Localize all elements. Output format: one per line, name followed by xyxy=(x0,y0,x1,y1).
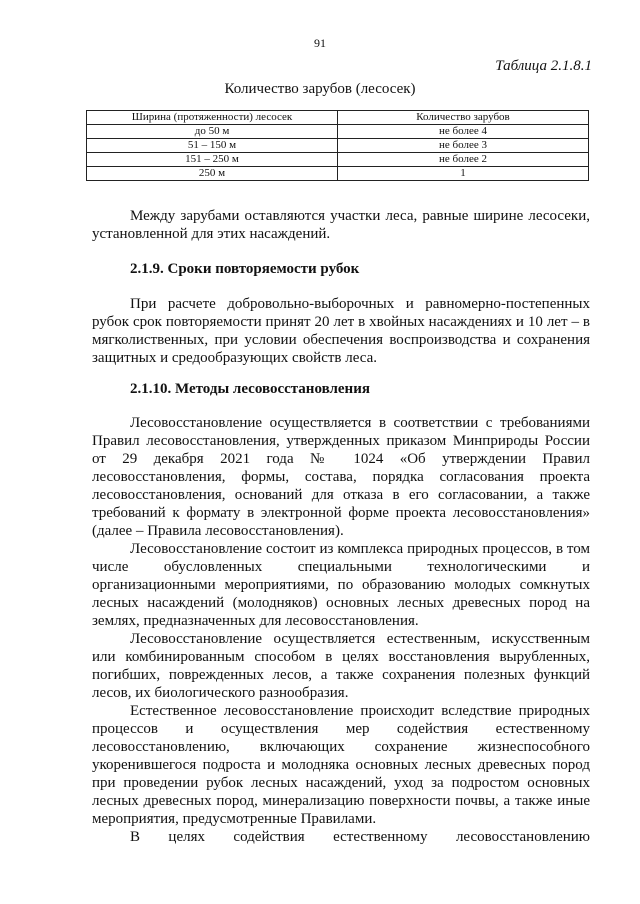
section-heading-2-1-9: 2.1.9. Сроки повторяемости рубок xyxy=(130,261,360,277)
section-2-1-10-heading-wrap xyxy=(92,380,590,398)
paragraph: Между зарубами оставляются участки леса, равные ширине лесосеки, установленной для этих насаждений. xyxy=(92,208,590,242)
table-row xyxy=(87,139,589,153)
table-label: Таблица 2.1.8.1 xyxy=(495,58,592,74)
table-cell: 51 – 150 м xyxy=(87,139,338,153)
table-header-cell: Количество зарубов xyxy=(338,111,589,125)
paragraph: При расчете добровольно-выборочных и равномерно-постепенных рубок срок повторяемости принят 20 лет в хвойных насаждениях и 10 лет – в мягколиственных, при условии обеспечения воспроизводства и сохранения защитных и средообразующих свойств леса. xyxy=(92,296,590,366)
table-row xyxy=(87,153,589,167)
table-cell: 250 м xyxy=(87,167,338,181)
table-row xyxy=(87,125,589,139)
table-header-cell: Ширина (протяженности) лесосек xyxy=(87,111,338,125)
table-row xyxy=(87,167,589,181)
page-number: 91 xyxy=(314,36,326,50)
table-cell: 1 xyxy=(338,167,589,181)
paragraph: Лесовосстановление состоит из комплекса природных процессов, в том числе обусловленных специальными технологическими и организационными мероприятиями, по образованию молодых сомкнутых лесных насаждений (молодняков) основных лесных древесных пород на землях, предназначенных для лесовосстановления. xyxy=(92,541,590,629)
table-cell: 151 – 250 м xyxy=(87,153,338,167)
table-cell: до 50 м xyxy=(87,125,338,139)
paragraph-between-cuts xyxy=(92,207,590,243)
section-heading-2-1-10: 2.1.10. Методы лесовосстановления xyxy=(130,381,370,397)
table-cell: не более 4 xyxy=(338,125,589,139)
paragraph: Естественное лесовосстановление происходит вследствие природных процессов и осуществления мер содействия естественному лесовосстановлению, включающих сохранение жизнеспособного укоренившегося подроста и молодняка основных лесных древесных пород при проведении рубок лесных насаждений, уход за подростом основных лесных древесных пород, минерализацию поверхности почвы, а также иные мероприятия, предусмотренные Правилами. xyxy=(92,703,590,827)
cuts-table xyxy=(86,110,589,181)
table-cell: не более 3 xyxy=(338,139,589,153)
paragraph: Лесовосстановление осуществляется в соответствии с требованиями Правил лесовосстановления, утвержденных приказом Минприроды России от 29 декабря 2021 года № 1024 «Об утверждении Правил лесовосстановления, формы, состава, порядка согласования проекта лесовосстановления, оснований для отказа в его согласовании, а также требований к формату в электронной форме проекта лесовосстановления» (далее – Правила лесовосстановления). xyxy=(92,415,590,539)
paragraph: В целях содействия естественному лесовосстановлению xyxy=(130,829,590,845)
section-2-1-9-heading-wrap xyxy=(92,260,590,278)
section-2-1-10-body xyxy=(92,414,590,846)
paragraph: Лесовосстановление осуществляется естественным, искусственным или комбинированным способом в целях восстановления вырубленных, погибших, поврежденных лесов, а также сохранения полезных функций лесов, их биологического разнообразия. xyxy=(92,631,590,701)
table-header-row xyxy=(87,111,589,125)
section-2-1-9-body xyxy=(92,295,590,367)
table-title: Количество зарубов (лесосек) xyxy=(224,81,416,97)
table-cell: не более 2 xyxy=(338,153,589,167)
